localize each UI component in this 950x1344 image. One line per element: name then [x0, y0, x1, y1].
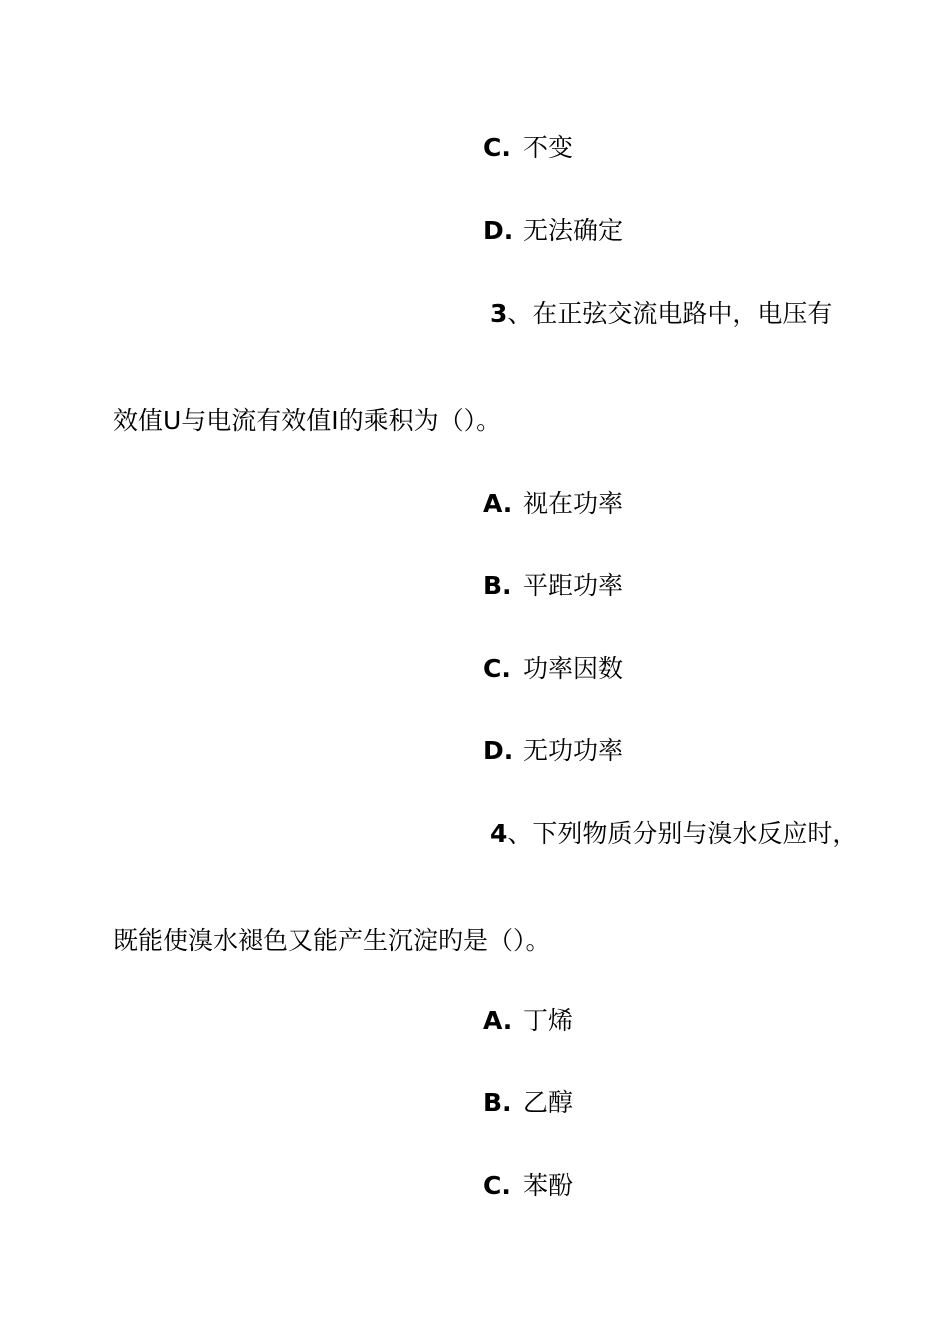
option-letter: C. [483, 1171, 511, 1200]
option-text: 功率因数 [523, 654, 624, 683]
option-text: 丁烯 [523, 1006, 574, 1035]
q3-stem-line1 [490, 298, 832, 330]
option-text: 不变 [523, 133, 574, 162]
option-letter: B. [483, 571, 512, 600]
option-text: 无功功率 [523, 736, 624, 765]
question-number: 4 [490, 819, 508, 848]
option-letter: A. [483, 1006, 513, 1035]
option-text: 视在功率 [523, 489, 624, 518]
option-letter: D. [483, 736, 514, 765]
q4-option-a [483, 1005, 573, 1037]
q4-option-c [483, 1170, 573, 1202]
q4-stem-line2: 既能使溴水褪色又能产生沉淀旳是（）。 [113, 926, 551, 955]
q4-option-b [483, 1087, 573, 1119]
option-text: 平距功率 [523, 571, 624, 600]
q2-option-d [483, 215, 623, 247]
q4-stem-line1 [490, 818, 857, 850]
q3-option-a [483, 488, 623, 520]
q3-option-d [483, 735, 623, 767]
option-letter: A. [483, 489, 513, 518]
q3-option-c [483, 653, 623, 685]
q3-option-b [483, 570, 623, 602]
option-letter: C. [483, 133, 511, 162]
option-text: 无法确定 [523, 216, 624, 245]
option-letter: B. [483, 1088, 512, 1117]
option-text: 乙醇 [523, 1088, 574, 1117]
question-number: 3 [490, 299, 508, 328]
question-text: 、下列物质分别与溴水反应时， [507, 819, 858, 848]
question-text: 、在正弦交流电路中，电压有 [507, 299, 833, 328]
q2-option-c [483, 132, 573, 164]
option-text: 苯酚 [523, 1171, 574, 1200]
q3-stem-line2: 效值U与电流有效值I的乘积为（）。 [113, 406, 502, 435]
option-letter: D. [483, 216, 514, 245]
option-letter: C. [483, 654, 511, 683]
